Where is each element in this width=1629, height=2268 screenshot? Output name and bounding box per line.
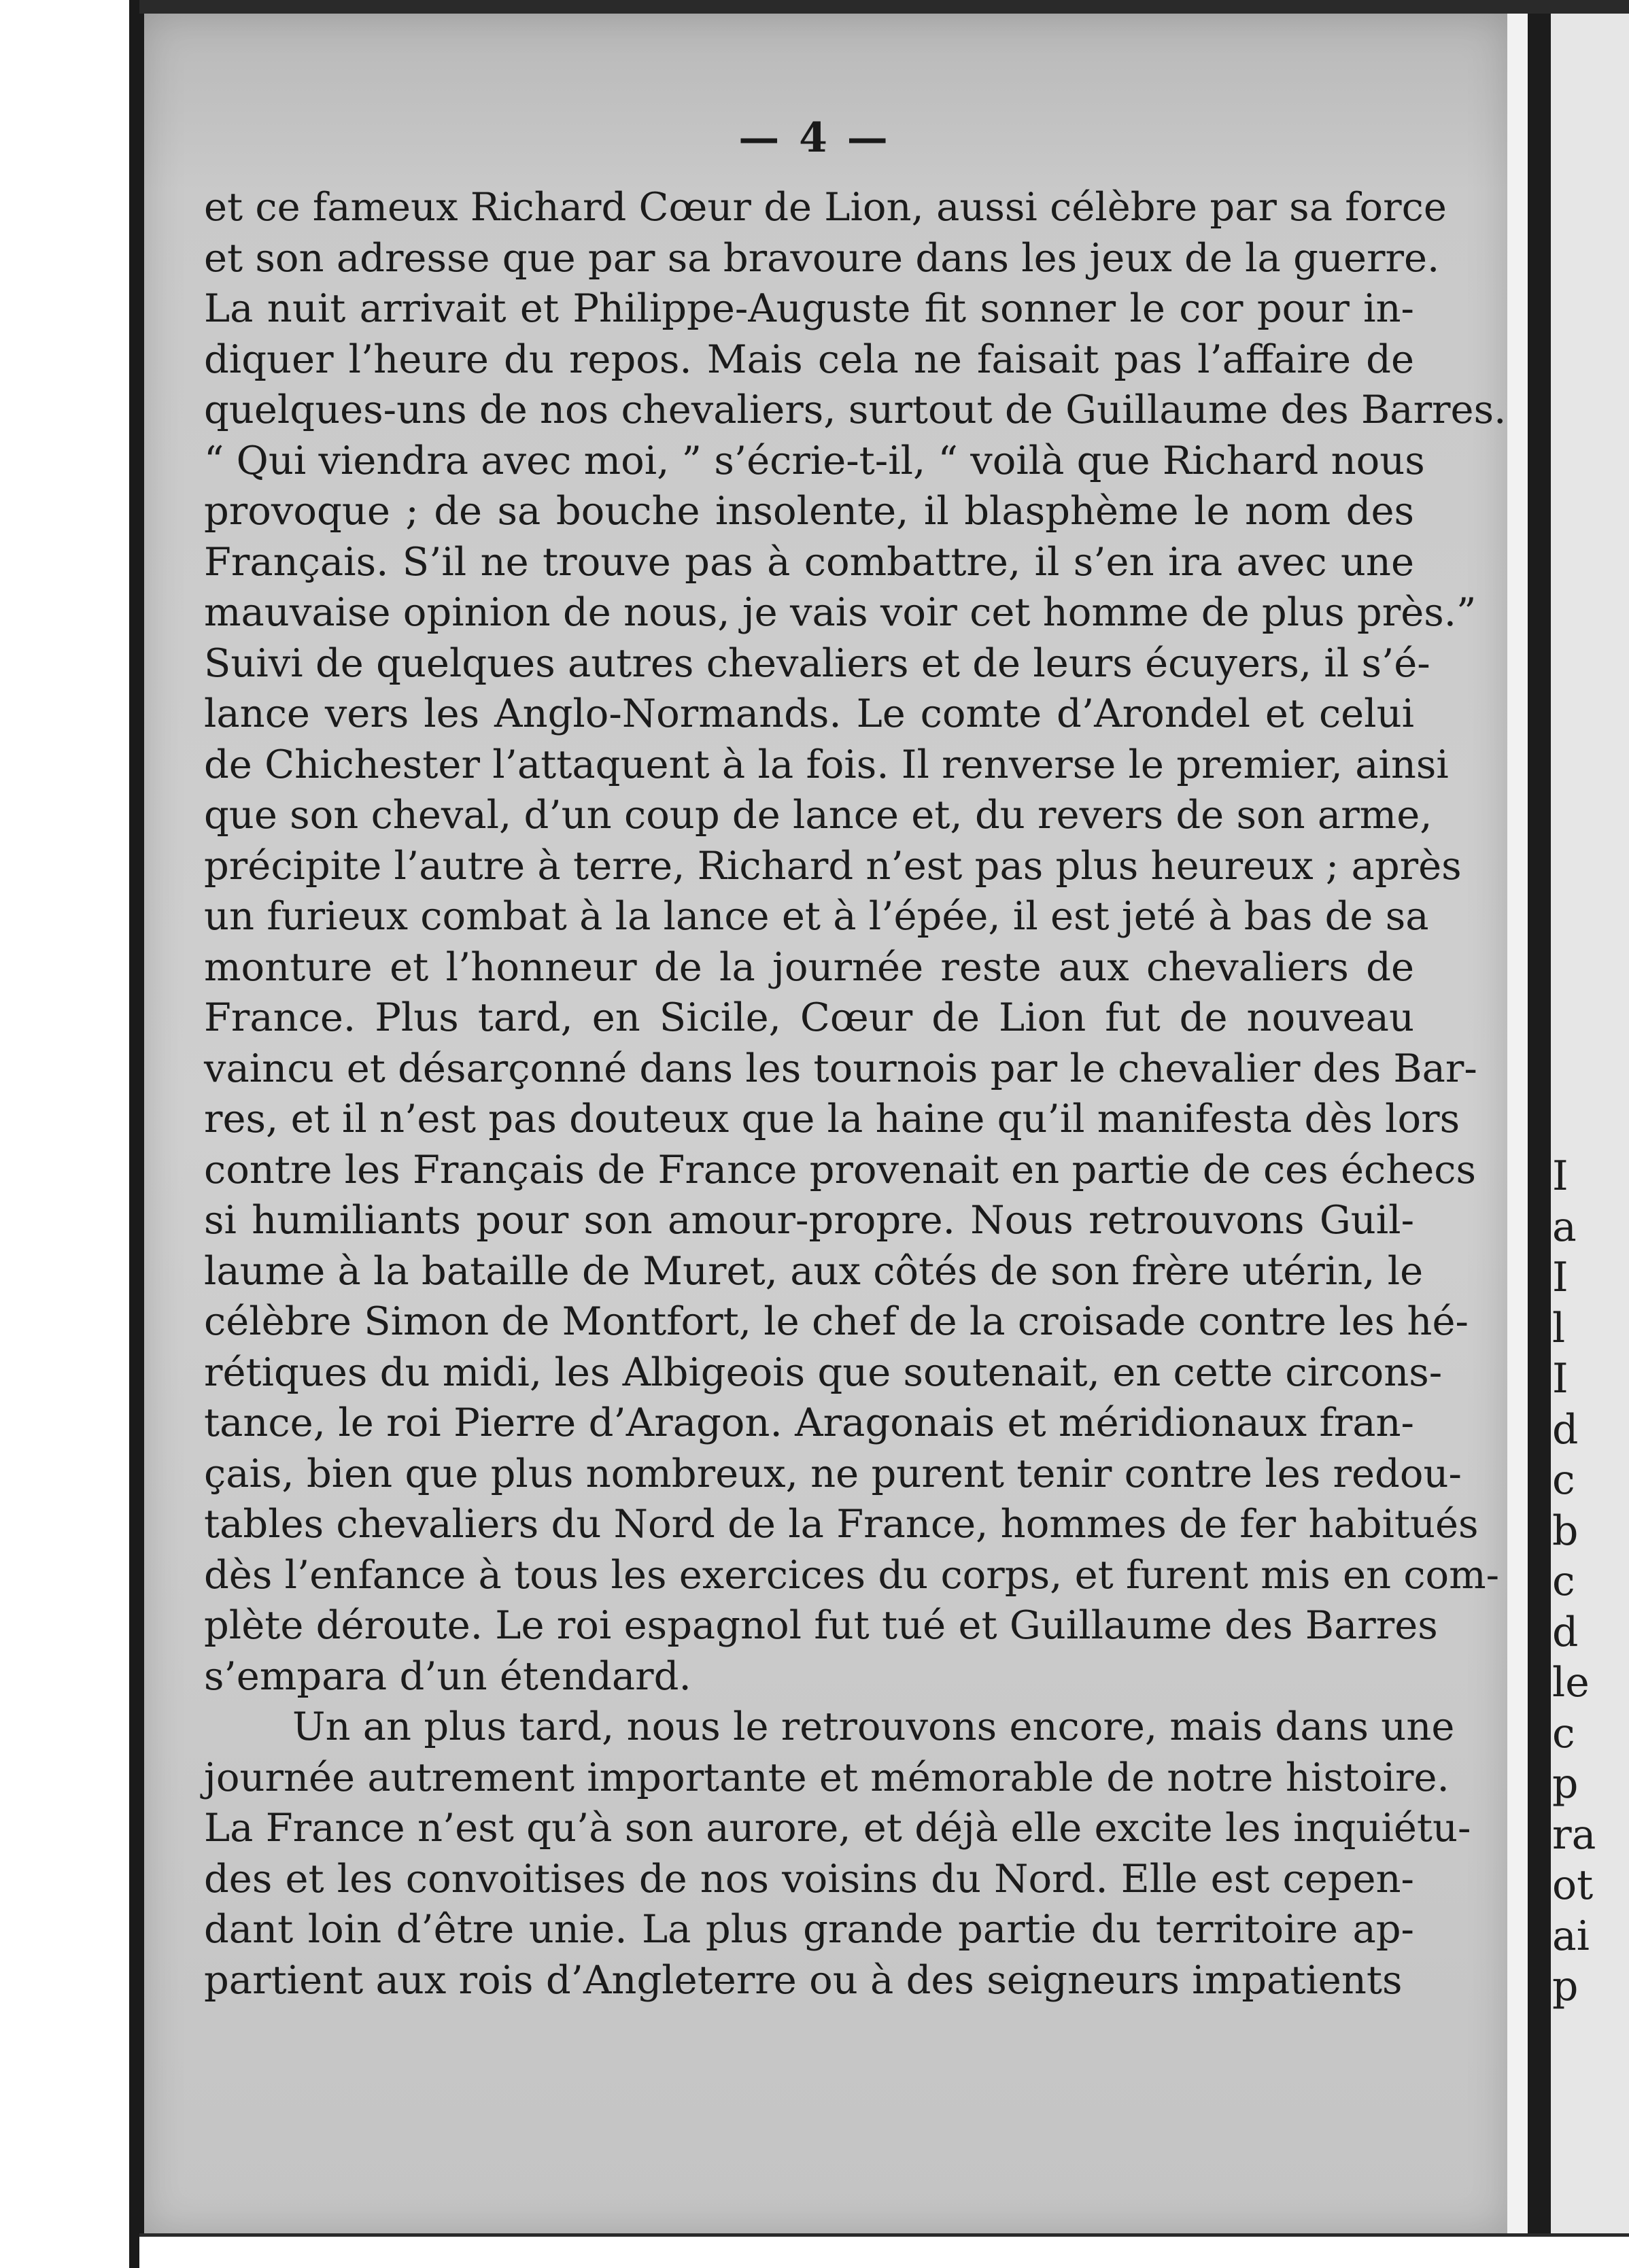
text-line: précipite l’autre à terre, Richard n’est pas plus heureux ; après [204,842,1462,889]
film-margin-bottom [139,2237,1629,2268]
facing-page-letter: I [1552,1254,1568,1301]
text-line: lance vers les Anglo-Normands. Le comte d’Arondel et celui [204,691,1414,736]
facing-page-letter: p [1552,1963,1579,2010]
text-line: et ce fameux Richard Cœur de Lion, aussi célèbre par sa force [204,184,1447,230]
facing-page-letter: I [1552,1355,1568,1403]
text-line: contre les Français de France provenait en partie de ces échecs [204,1146,1476,1192]
body-text [204,182,1507,2006]
text-line: “ Qui viendra avec moi, ” s’écrie-t-il, “ voilà que Richard nous [204,437,1425,483]
text-line: s’empara d’un étendard. [204,1653,691,1699]
text-line: dès l’enfance à tous les exercices du corps, et furent mis en com- [204,1551,1500,1598]
facing-page-letter: b [1552,1507,1579,1555]
text-line: vaincu et désarçonné dans les tournois par le chevalier des Bar- [204,1045,1477,1091]
text-line: dant loin d’être unie. La plus grande partie du territoire ap- [204,1906,1414,1952]
gutter-shadow [1528,14,1551,2233]
facing-page-letter: ot [1552,1861,1594,1909]
text-line: France. Plus tard, en Sicile, Cœur de Lion fut de nouveau [204,995,1414,1040]
facing-page-letter: ra [1552,1810,1596,1859]
text-line: monture et l’honneur de la journée reste aux chevaliers de [204,944,1414,990]
facing-page-letter: c [1552,1558,1575,1605]
text-line: tables chevaliers du Nord de la France, hommes de fer habitués [204,1501,1479,1547]
text-line: de Chichester l’attaquent à la fois. Il renverse le premier, ainsi [204,741,1449,787]
text-line: rétiques du midi, les Albigeois que soutenait, en cette circons- [204,1349,1443,1395]
facing-page-letter: I [1552,1152,1568,1200]
text-line: Suivi de quelques autres chevaliers et de leurs écuyers, il s’é- [204,640,1430,686]
facing-page-letter: l [1552,1304,1566,1352]
frame-border-top [139,0,1629,14]
facing-page-letter: ai [1552,1912,1590,1960]
text-line: et son adresse que par sa bravoure dans les jeux de la guerre. [204,235,1440,281]
text-line: Un an plus tard, nous le retrouvons encore, mais dans une [292,1704,1455,1749]
facing-page-letter: c [1552,1456,1575,1504]
text-line: journée autrement importante et mémorable de notre histoire. [204,1754,1450,1800]
page-number: — 4 — [738,114,891,162]
text-line: célèbre Simon de Montfort, le chef de la croisade contre les hé- [204,1299,1469,1344]
text-line: provoque ; de sa bouche insolente, il blasphème le nom des [204,488,1414,534]
facing-page-letter: a [1552,1203,1577,1251]
film-margin-left [0,0,139,2268]
text-line: diquer l’heure du repos. Mais cela ne faisait pas l’affaire de [204,336,1414,382]
facing-page-edge [1551,14,1629,2233]
page-gutter [1507,14,1528,2233]
frame-border-left [129,0,144,2268]
text-line: un furieux combat à la lance et à l’épée, il est jeté à bas de sa [204,893,1429,939]
text-line: tance, le roi Pierre d’Aragon. Aragonais et méridionaux fran- [204,1400,1414,1445]
text-line: La France n’est qu’à son aurore, et déjà elle excite les inquiétu- [204,1805,1471,1851]
text-line: mauvaise opinion de nous, je vais voir cet homme de plus près.” [204,589,1477,635]
text-line: Français. S’il ne trouve pas à combattre, il s’en ira avec une [204,538,1414,585]
text-line: laume à la bataille de Muret, aux côtés de son frère utérin, le [204,1248,1424,1294]
facing-page-letter: le [1552,1659,1590,1706]
text-line: partient aux rois d’Angleterre ou à des seigneurs impatients [204,1957,1403,2003]
text-line: que son cheval, d’un coup de lance et, du revers de son arme, [204,792,1433,838]
facing-page-letter: c [1552,1709,1575,1757]
text-line: plète déroute. Le roi espagnol fut tué et Guillaume des Barres [204,1602,1438,1648]
text-line: La nuit arrivait et Philippe-Auguste fit sonner le cor pour in- [204,286,1414,331]
text-line: res, et il n’est pas douteux que la haine qu’il manifesta dès lors [204,1096,1460,1141]
facing-page-letter: p [1552,1760,1579,1808]
text-line: des et les convoitises de nos voisins du Nord. Elle est cepen- [204,1855,1414,1902]
text-line: si humiliants pour son amour-propre. Nous retrouvons Guil- [204,1197,1414,1243]
facing-page-letter: d [1552,1608,1579,1656]
facing-page-letter: d [1552,1405,1579,1454]
text-line: quelques-uns de nos chevaliers, surtout de Guillaume des Barres. [204,387,1507,432]
text-line: çais, bien que plus nombreux, ne purent tenir contre les redou- [204,1450,1462,1496]
